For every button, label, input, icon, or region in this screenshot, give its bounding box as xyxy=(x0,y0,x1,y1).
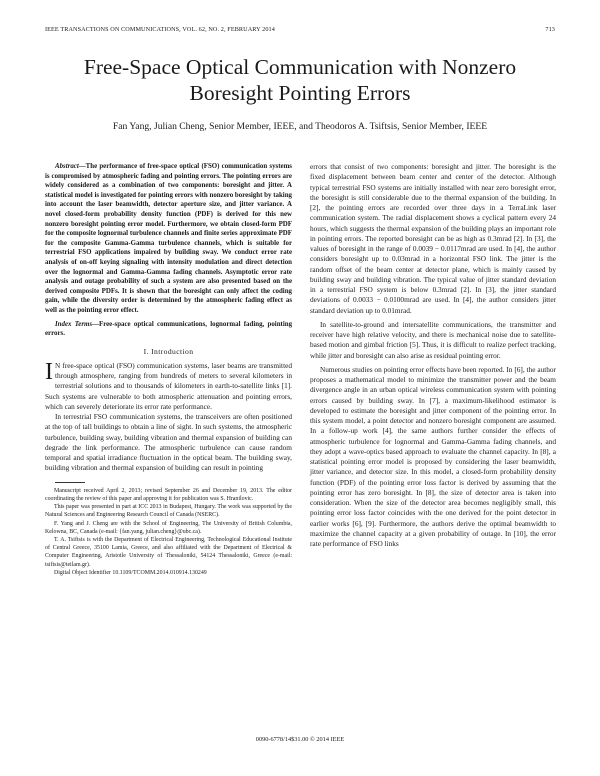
intro-paragraph-2: In terrestrial FSO communication systems, the transceivers are often positioned at the top of tall buildings to obtain a line of sight. In such systems, the atmospheric turbulence, building sway, building vibration and thermal expansion of building can degrade the link performance. The atmospheric turbulence can cause random temporal and spatial irradiance fluctuation in the optical beam. The building sway, building vibration and thermal expansion of building can result in pointing xyxy=(45,412,292,473)
footnote-doi: Digital Object Identifier 10.1109/TCOMM.2014.010914.130249 xyxy=(54,569,207,576)
body-paragraph-boresight: errors that consist of two components: boresight and jitter. The boresight is the fixed displacement between beam center and center of the detector. Although typical terrestrial FSO systems are initially installed with near zero boresight error, the boresight is still considerable due to the thermal expansion of the building. In [2], the pointing errors are recorded over three days in a TerraLink laser communication system. The radial displacement shows a cyclical pattern every 24 hours, which suggests the thermal expansion of the building plays an important role in pointing errors. The reported boresight can be as high as 0.3mrad [2]. In [3], the values of boresight in the range of 0.0039 − 0.0117mrad are used. In [4], the author considers boresight up to 0.03mrad in a horizontal FSO link. The jitter is the random offset of the beam center at detector plane, which is mainly caused by building sway and building vibration. The typical value of jitter standard deviation in a terrestrial FSO system is below 0.3mrad [2]. In [3], the jitter standard deviations of 0.0033 − 0.0100mrad are used. In [4], the author considers jitter standard deviation up to 0.01mrad. xyxy=(310,162,556,315)
body-paragraph-satellite: In satellite-to-ground and intersatellite communications, the transmitter and receiver have high relative velocity, and there is mechanical noise due to satellite-based motion and gimbal friction [5]. Thus, it is difficult to realize perfect tracking, while jitter and boresight can also arise as residual pointing error. xyxy=(310,319,556,360)
footnote-affiliation-1: F. Yang and J. Cheng are with the School of Engineering, The University of British Columbia, Kelowna, BC, Canada (e-mail: {fan.yang, julian.cheng}@ubc.ca). xyxy=(45,520,292,535)
index-terms-text: —Free-space optical communications, lognormal fading, pointing errors. xyxy=(45,320,293,338)
page-number: 713 xyxy=(545,26,555,33)
body-paragraph-studies: Numerous studies on pointing error effects have been reported. In [6], the author proposes a mathematical model to minimize the transmitter power and the beam divergence angle in an urban optical wireless communication system with pointing errors caused by building sway. In [7], a maximum-likelihood estimator is developed to estimate the boresight and jitter component of the pointing error. In this system model, a point detector and nonzero boresight component are assumed. In a follow-up work [4], the same authors further consider the effects of atmospheric turbulence for lognormal and Gamma-Gamma fading channels, and they adopt a wave-optics based approach to evaluate the channel capacity. In [8], a statistical pointing error model is proposed by considering the laser beamwidth, jitter variance, and detector size. In this model, a closed-form probability density function (PDF) of the pointing error loss factor is derived by assuming that the pointing error has zero boresight. In [8], the size of detector area is taken into consideration. When the size of the detector area becomes negligibly small, this pointing error loss factor coincides with the one derived for the point detector in earlier works [6], [9]. Furthermore, the authors derive the optimal beamwidth to maximize the channel capacity at a given probability of outage. In [10], the error rate performance of FSO links xyxy=(310,364,556,548)
paper-title: Free-Space Optical Communication with Nonzero Boresight Pointing Errors xyxy=(83,55,517,105)
copyright-line: 0090-6778/14$31.00 © 2014 IEEE xyxy=(255,736,345,743)
abstract-lead: Abstract xyxy=(55,163,79,170)
intro-paragraph-1 xyxy=(45,358,292,412)
abstract xyxy=(45,162,292,316)
footnote-divider xyxy=(55,482,85,483)
journal-name: IEEE TRANSACTIONS ON COMMUNICATIONS, VOL. 62, NO. 2, FEBRUARY 2014 xyxy=(45,26,275,33)
footnote-conference: This paper was presented in part at ICC 2013 in Budapest, Hungary. The work was supported by the Natural Sciences and Engineering Research Council of Canada (NSERC). xyxy=(45,504,292,519)
author-list: Fan Yang, Julian Cheng, Senior Member, IEEE, and Theodoros A. Tsiftsis, Senior Member, IEEE xyxy=(112,121,488,132)
footnotes xyxy=(45,487,292,577)
section-heading-introduction: I. Introduction xyxy=(143,346,194,356)
abstract-text: —The performance of free-space optical (FSO) communication systems is compromised by atmospheric fading and pointing errors. The pointing errors are widely considered as a combination of two components: boresight and jitter. A statistical model is investigated for pointing errors with nonzero boresight by taking into account the laser beamwidth, detector aperture size, and jitter variance. A novel closed-form probability density function (PDF) is derived for this new nonzero boresight pointing error model. Furthermore, we obtain closed-form PDF for the composite lognormal turbulence channels and finite series approximate PDF for the composite Gamma-Gamma turbulence channels, which is suitable for terrestrial FSO applications impaired by building sway. We conduct error rate analysis of on-off keying signaling with intensity modulation and direct detection over the lognormal and Gamma-Gamma fading channels. Asymptotic error rate analysis and outage probability of such a system are also presented based on the derived composite PDFs. It is shown that the boresight can only affect the coding gain, while the diversity order is determined by the atmospheric fading effect as well as the pointing error effect. xyxy=(45,163,292,314)
right-column xyxy=(310,162,556,549)
footnote-affiliation-2: T. A. Tsiftsis is with the Department of Electrical Engineering, Technological Educational Institute of Central Greece, 35100 Lamia, Greece, and also affiliated with the Department of Electrical & Computer Engineering, Aristotle University of Thessaloniki, 54124 Thessaloniki, Greece (e-mail: tsiftsis@teilam.gr). xyxy=(45,536,292,568)
intro-paragraph-1-text: N free-space optical (FSO) communication systems, laser beams are transmitted through atmosphere, ranging from hundreds of meters to several kilometers in terrestrial solutions and to thousands of kilometers in earth-to-satellite links [1]. Such systems are vulnerable to both atmospheric attenuation and pointing errors, which can severely deteriorate its error rate performance. xyxy=(45,360,292,411)
running-header xyxy=(45,26,555,36)
index-terms xyxy=(45,320,292,339)
drop-cap: I xyxy=(45,358,53,385)
left-column xyxy=(45,162,292,577)
footnote-manuscript: Manuscript received April 2, 2013; revised September 26 and December 19, 2013. The editor coordinating the review of this paper and approving it for publication was S. Hranilovic. xyxy=(45,487,292,502)
index-terms-lead: Index Terms xyxy=(55,320,93,328)
